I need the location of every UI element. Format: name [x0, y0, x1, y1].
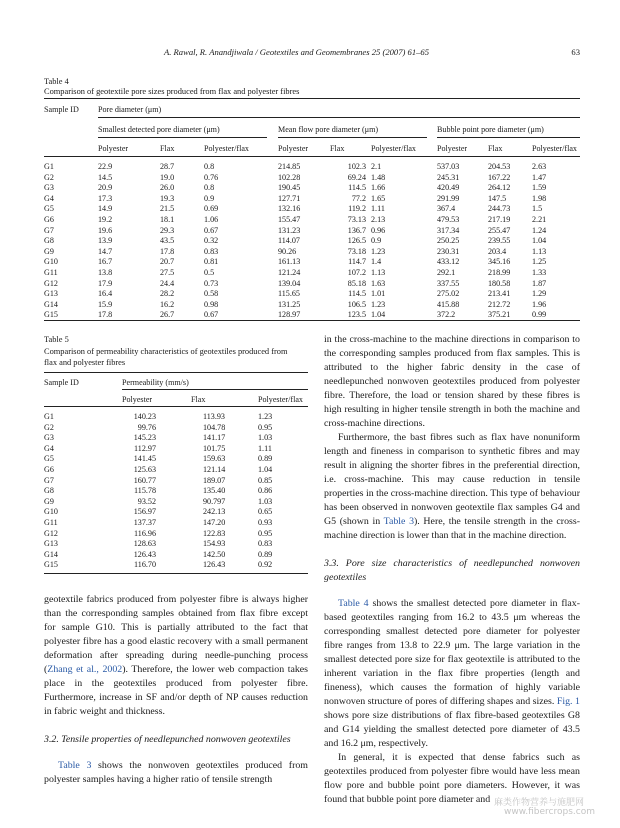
- table4-cell: 1.25: [532, 257, 547, 267]
- right-paragraph-1: in the cross-machine to the machine directions in comparison to the corresponding samples produced from flax samples. This is attributed to the higher fabric density in the case of needlepunched nonwoven geotextiles produced from polyester fibre. Therefore, the load or tension shared by these fibres is high resulting in higher tensile strength in both the machine and cross-machine directions.: [324, 334, 580, 429]
- table5-cell: 0.92: [258, 560, 273, 570]
- table4-cell: 20.9: [98, 183, 113, 193]
- table4-cell: 16.2: [160, 299, 175, 309]
- left-paragraph-2: Table 3 shows the nonwoven geotextiles produced from polyester samples having a higher ratio of tensile strength: [44, 760, 308, 785]
- table4-cell: 337.55: [437, 278, 460, 288]
- table4-cell: 1.96: [532, 299, 547, 309]
- right-paragraph-4: In general, it is expected that dense fabrics such as geotextiles produced from polyester fibre would have less mean flow pore and bubble point pore diameters. However, it was found that bubble point pore diameter and: [324, 752, 580, 805]
- table5-cell: 1.03: [258, 496, 273, 506]
- table4-cell: 255.47: [488, 225, 511, 235]
- table5-cell: 99.76: [137, 422, 156, 432]
- table4-cell: 1.01: [371, 289, 386, 299]
- table5-cell: 1.23: [258, 412, 273, 421]
- table4-cell: 77.2: [351, 193, 366, 203]
- fig1-link[interactable]: Fig. 1: [556, 696, 580, 707]
- table4-cell: 73.18: [347, 246, 366, 256]
- table4-cell: 372.2: [437, 310, 456, 320]
- table4-col-polyester-1: Polyester: [98, 144, 129, 153]
- table4-cell: 1.04: [371, 310, 386, 320]
- table4-cell: 90.26: [278, 246, 297, 256]
- table4-row-id: G15: [44, 310, 58, 320]
- table5-col-ratio: Polyester/flax: [258, 395, 303, 404]
- table5-cell: 159.63: [203, 454, 226, 464]
- table4-cell: 1.63: [371, 278, 386, 288]
- right-column-text: [324, 333, 580, 807]
- table3-link[interactable]: Table 3: [58, 760, 92, 771]
- left-column-text: [44, 593, 308, 787]
- table4-cell: 14.5: [98, 172, 113, 182]
- table5-group-rule: [122, 389, 308, 390]
- table5-cell: 113.93: [203, 412, 225, 421]
- table4-cell: 2.21: [532, 215, 547, 224]
- table4-cell: 0.99: [532, 310, 547, 320]
- table4-cell: 213.41: [488, 289, 511, 299]
- table4-cell: 1.48: [371, 172, 386, 182]
- table4-row-id: G10: [44, 257, 58, 267]
- table4-cell: 121.24: [278, 268, 301, 277]
- table4-cell: 218.99: [488, 268, 511, 277]
- table4-cell: 415.88: [437, 299, 460, 309]
- table4-col-polyester-2: Polyester: [278, 144, 309, 153]
- table4-cell: 26.7: [160, 310, 175, 320]
- table5-cell: 0.85: [258, 475, 273, 485]
- table5-cell: 116.70: [134, 560, 156, 570]
- table4-col-ratio-1: Polyester/flax: [204, 144, 249, 153]
- table4-cell: 18.1: [160, 215, 175, 224]
- table4-cell: 19.6: [98, 225, 113, 235]
- table5-cell: 0.89: [258, 454, 273, 464]
- right-paragraph-3: Table 4 shows the smallest detected pore diameter in flax-based geotextiles ranging from 16.2 to 43.5 μm whereas the corresponding smallest detected pore diameter for polyester fibre ranges from 13.8 to 22.9 μm. The large variation in the smallest detected pore size for flax geotextile is attributed to the inherent variation in the flax fibre properties (length and fineness), which causes the formation of highly variable nonwoven structure of pores of differing shapes and sizes. Fig. 1 shows pore size distributions of flax fibre-based geotextiles G8 and G14 yielding the smallest detected pore diameter of 43.5 and 16.2 μm, respectively.: [324, 598, 580, 749]
- table4-cell: 245.31: [437, 172, 460, 182]
- table4-cell: 250.25: [437, 236, 460, 246]
- table5-header-rule: [44, 406, 308, 407]
- table5-cell: 0.93: [258, 518, 273, 527]
- table4-cell: 433.12: [437, 257, 460, 267]
- table4-subgroup-bubble: Bubble point pore diameter (μm): [437, 125, 544, 134]
- table5-cell: 116.96: [134, 528, 156, 538]
- table5-row-id: G11: [44, 518, 58, 527]
- table4-cell: 1.29: [532, 289, 547, 299]
- table5-row-id: G14: [44, 549, 58, 559]
- table4-cell: 102.3: [347, 162, 366, 171]
- table4-cell: 0.5: [204, 268, 215, 277]
- table5-cell: 140.23: [133, 412, 156, 421]
- table4-cell: 22.9: [98, 162, 113, 171]
- table4-cell: 0.69: [204, 204, 219, 214]
- table4-cell: 69.24: [347, 172, 366, 182]
- table5-cell: 0.65: [258, 507, 273, 517]
- table4-cell: 479.53: [437, 215, 460, 224]
- table5-row-id: G3: [44, 433, 54, 443]
- table5-cell: 154.93: [203, 539, 226, 549]
- table4-cell: 17.8: [160, 246, 175, 256]
- table4-cell: 17.3: [98, 193, 113, 203]
- table4-cell: 0.67: [204, 225, 219, 235]
- watermark-line2: www.fibercrops.com: [504, 807, 595, 817]
- table4-cell: 114.5: [348, 183, 366, 193]
- table5-cell: 145.23: [133, 433, 156, 443]
- table4-cell: 0.32: [204, 236, 219, 246]
- table4-cell: 1.11: [371, 204, 385, 214]
- table4-cell: 0.9: [204, 193, 215, 203]
- table5-cell: 147.20: [203, 518, 226, 527]
- table4-cell: 115.65: [278, 289, 300, 299]
- section-heading-3-2: 3.2. Tensile properties of needlepunched nonwoven geotextiles: [44, 734, 291, 745]
- table5-row-id: G8: [44, 486, 54, 496]
- table4-cell: 1.5: [532, 204, 543, 214]
- table4-cell: 85.18: [347, 278, 366, 288]
- table5-row-id: G6: [44, 465, 54, 474]
- table4-row-id: G1: [44, 162, 54, 171]
- table4-col-flax-3: Flax: [488, 144, 503, 153]
- table4-cell: 0.9: [371, 236, 382, 246]
- table5-title-line1: Comparison of permeability characteristics of geotextiles produced from: [44, 347, 288, 356]
- table4-link[interactable]: Table 4: [338, 598, 369, 609]
- table5-cell: 112.97: [134, 443, 156, 453]
- table5-cell: 121.14: [203, 465, 226, 474]
- table4-cell: 167.22: [488, 172, 511, 182]
- table4-cell: 204.53: [488, 162, 511, 171]
- table4-cell: 2.13: [371, 215, 386, 224]
- table4-cell: 123.5: [347, 310, 366, 320]
- table5-cell: 125.63: [133, 465, 156, 474]
- table5-col-flax: Flax: [191, 395, 206, 404]
- table4-cell: 128.97: [278, 310, 301, 320]
- table4-cell: 114.5: [348, 289, 366, 299]
- table5-title-line2: flax and polyester fibres: [44, 358, 126, 367]
- table5-cell: 0.86: [258, 486, 273, 496]
- table4-cell: 537.03: [437, 162, 460, 171]
- table4-cell: 73.13: [347, 215, 366, 224]
- table5-cell: 1.04: [258, 465, 273, 474]
- table4-cell: 28.7: [160, 162, 175, 171]
- table5-cell: 137.37: [133, 518, 156, 527]
- table4-cell: 21.5: [160, 204, 175, 214]
- table5-cell: 135.40: [203, 486, 226, 496]
- table4-col-flax-1: Flax: [160, 144, 175, 153]
- table4-cell: 13.9: [98, 236, 113, 246]
- table5-cell: 1.11: [258, 443, 272, 453]
- table5-cell: 126.43: [133, 549, 156, 559]
- table4-cell: 1.23: [371, 246, 386, 256]
- table4-cell: 0.98: [204, 299, 219, 309]
- table4-cell: 114.7: [348, 257, 366, 267]
- table4-row-id: G12: [44, 278, 58, 288]
- table4-cell: 0.76: [204, 172, 219, 182]
- table4-cell: 106.5: [347, 299, 366, 309]
- table4-cell: 24.4: [160, 278, 175, 288]
- table5-label: Table 5: [44, 335, 69, 344]
- table4-row-id: G2: [44, 172, 54, 182]
- table4-cell: 119.2: [348, 204, 366, 214]
- table5-col-sample: Sample ID: [44, 378, 79, 387]
- table4-cell: 19.3: [160, 193, 175, 203]
- table5-cell: 0.95: [258, 528, 273, 538]
- table4-cell: 0.96: [371, 225, 386, 235]
- table5-bottom-rule: [44, 573, 308, 574]
- table4-row-id: G9: [44, 246, 54, 256]
- section-heading-3-3: 3.3. Pore size characteristics of needlepunched nonwoven geotextiles: [324, 558, 580, 583]
- table4-cell: 2.63: [532, 162, 547, 171]
- table4-cell: 14.7: [98, 246, 113, 256]
- table4-cell: 1.87: [532, 278, 547, 288]
- table4-col-flax-2: Flax: [330, 144, 345, 153]
- table4-cell: 2.1: [371, 162, 382, 171]
- table4-cell: 244.73: [488, 204, 511, 214]
- table5-cell: 141.17: [203, 433, 226, 443]
- page-number: 63: [571, 47, 580, 57]
- table4-cell: 127.71: [278, 193, 301, 203]
- table5-row-id: G10: [44, 507, 58, 517]
- table4-cell: 147.5: [488, 193, 507, 203]
- left-paragraph-1: geotextile fabrics produced from polyester fibre is always higher than the corresponding samples obtained from flax fibre except for sample G10. This is partially attributed to the fact that polyester fibre has a good elastic recovery with a small permanent deformation after spreading during needle-punching process (Zhang et al., 2002). Therefore, the lower web compaction takes place in the geotextiles produced from polyester fibre. Furthermore, increase in SF and/or depth of NP causes reduction in fabric weight and thickness.: [44, 594, 308, 717]
- table4-row-id: G8: [44, 236, 54, 246]
- table5-cell: 93.52: [137, 496, 156, 506]
- table4-cell: 291.99: [437, 193, 460, 203]
- table3-link-2[interactable]: Table 3: [383, 516, 415, 527]
- table4-cell: 1.24: [532, 225, 547, 235]
- table4-cell: 1.13: [371, 268, 386, 277]
- table4-cell: 239.55: [488, 236, 511, 246]
- table5-cell: 160.77: [133, 475, 156, 485]
- table4-cell: 0.8: [204, 162, 215, 171]
- table4-cell: 155.47: [278, 215, 301, 224]
- table4-cell: 180.58: [488, 278, 511, 288]
- table5-cell: 126.43: [203, 560, 226, 570]
- table5-cell: 122.83: [203, 528, 226, 538]
- table4-cell: 131.25: [278, 299, 301, 309]
- table4-cell: 13.8: [98, 268, 113, 277]
- table5-cell: 1.03: [258, 433, 273, 443]
- table4-col-ratio-3: Polyester/flax: [532, 144, 577, 153]
- table4-cell: 29.3: [160, 225, 175, 235]
- table4-row-id: G6: [44, 215, 54, 224]
- table4-cell: 17.9: [98, 278, 113, 288]
- table4-cell: 275.02: [437, 289, 460, 299]
- table4-cell: 1.98: [532, 193, 547, 203]
- table4-cell: 1.23: [371, 299, 386, 309]
- table4-cell: 17.8: [98, 310, 113, 320]
- table4-cell: 1.04: [532, 236, 547, 246]
- table5-row-id: G13: [44, 539, 58, 549]
- table4-cell: 43.5: [160, 236, 175, 246]
- table4-cell: 212.72: [488, 299, 511, 309]
- table4-cell: 131.23: [278, 225, 301, 235]
- table4-cell: 26.0: [160, 183, 175, 193]
- table5-row-id: G4: [44, 443, 54, 453]
- table4-cell: 16.7: [98, 257, 113, 267]
- table5-cell: 128.63: [133, 539, 156, 549]
- table4-label: Table 4: [44, 77, 69, 86]
- citation-link-zhang[interactable]: Zhang et al., 2002: [47, 664, 123, 675]
- table4-cell: 1.47: [532, 172, 547, 182]
- table4-cell: 102.28: [278, 172, 301, 182]
- table4-cell: 292.1: [437, 268, 456, 277]
- table4-cell: 230.31: [437, 246, 460, 256]
- table4-cell: 317.34: [437, 225, 460, 235]
- table4-cell: 0.73: [204, 278, 219, 288]
- table4-cell: 27.5: [160, 268, 175, 277]
- table4-row-id: G3: [44, 183, 54, 193]
- table4-cell: 16.4: [98, 289, 113, 299]
- table4-cell: 1.66: [371, 183, 386, 193]
- table4-cell: 345.16: [488, 257, 511, 267]
- table4-cell: 14.9: [98, 204, 113, 214]
- table4-col-ratio-2: Polyester/flax: [371, 144, 416, 153]
- table4-cell: 114.07: [278, 236, 300, 246]
- table4-cell: 214.85: [278, 162, 301, 171]
- table4-cell: 107.2: [347, 268, 366, 277]
- table5-cell: 189.07: [203, 475, 226, 485]
- table5-row-id: G15: [44, 560, 58, 570]
- table5-col-polyester: Polyester: [122, 395, 153, 404]
- table5-cell: 104.78: [203, 422, 226, 432]
- table4-cell: 1.13: [532, 246, 547, 256]
- table4-cell: 1.59: [532, 183, 547, 193]
- table4-cell: 1.4: [371, 257, 382, 267]
- table5-cell: 90.797: [203, 496, 226, 506]
- table5-cell: 115.78: [134, 486, 156, 496]
- table4-row-id: G7: [44, 225, 54, 235]
- table4-cell: 375.21: [488, 310, 511, 320]
- table5-top-rule: [44, 372, 308, 373]
- table5-row-id: G12: [44, 528, 58, 538]
- table4-cell: 126.5: [347, 236, 366, 246]
- table5-cell: 0.89: [258, 549, 273, 559]
- table4-cell: 161.13: [278, 257, 301, 267]
- table4-cell: 0.8: [204, 183, 215, 193]
- table4-row-id: G4: [44, 193, 54, 203]
- table5-cell: 0.95: [258, 422, 273, 432]
- table5-group-header: Permeability (mm/s): [122, 378, 189, 387]
- table4-row-id: G14: [44, 299, 58, 309]
- table4-cell: 132.16: [278, 204, 301, 214]
- table4-cell: 1.33: [532, 268, 547, 277]
- table4-group-header: Pore diameter (μm): [98, 105, 162, 114]
- table4-row-id: G5: [44, 204, 54, 214]
- table4-cell: 0.83: [204, 246, 219, 256]
- table5-row-id: G5: [44, 454, 54, 464]
- table4-cell: 1.65: [371, 193, 386, 203]
- journal-citation: A. Rawal, R. Anandjiwala / Geotextiles and Geomembranes 25 (2007) 61–65: [164, 47, 430, 57]
- table5-cell: 141.45: [133, 454, 156, 464]
- table4-cell: 203.4: [488, 246, 507, 256]
- table5-row-id: G9: [44, 496, 54, 506]
- table4-cell: 0.67: [204, 310, 219, 320]
- watermark-line1: 麻类作物营养与施肥网: [494, 798, 585, 808]
- table4-cell: 367.4: [437, 204, 456, 214]
- table4-col-sample: Sample ID: [44, 105, 79, 114]
- table4-cell: 420.49: [437, 183, 460, 193]
- table5-row-id: G2: [44, 422, 54, 432]
- table4-cell: 0.58: [204, 289, 219, 299]
- table5-row-id: G7: [44, 475, 54, 485]
- table5-cell: 101.75: [203, 443, 226, 453]
- table4-cell: 28.2: [160, 289, 175, 299]
- table4-title: Comparison of geotextile pore sizes produced from flax and polyester fibres: [44, 87, 300, 96]
- table4-cell: 0.81: [204, 257, 219, 267]
- table4-row-id: G13: [44, 289, 58, 299]
- table4-subgroup-smallest: Smallest detected pore diameter (μm): [98, 125, 220, 134]
- table5-cell: 0.83: [258, 539, 273, 549]
- table4-cell: 190.45: [278, 183, 301, 193]
- table4-cell: 20.7: [160, 257, 175, 267]
- table5-row-id: G1: [44, 412, 54, 421]
- table4-cell: 217.19: [488, 215, 511, 224]
- table5-cell: 242.13: [203, 507, 226, 517]
- table4-col-polyester-3: Polyester: [437, 144, 468, 153]
- table4-cell: 264.12: [488, 183, 511, 193]
- table5-cell: 156.97: [133, 507, 156, 517]
- table5-cell: 142.50: [203, 549, 226, 559]
- table4-cell: 1.06: [204, 215, 219, 224]
- right-paragraph-2: Furthermore, the bast fibres such as flax have nonuniform length and fineness in comparison to synthetic fibres and may result in aligning the shorter fibres in the preferential direction, i.e. cross-machine. This may cause reduction in tensile properties in the cross-machine direction. This type of behaviour has been observed in nonwoven geotextile flax samples G4 and G5 (shown in Table 3). Here, the tensile strength in the cross-machine direction is lower than that in the machine direction.: [324, 432, 580, 541]
- table4-row-id: G11: [44, 268, 58, 277]
- table4-cell: 19.0: [160, 172, 175, 182]
- table4-cell: 19.2: [98, 215, 113, 224]
- table4-cell: 139.04: [278, 278, 301, 288]
- table4-subgroup-meanflow: Mean flow pore diameter (μm): [278, 125, 379, 134]
- table4-cell: 136.7: [347, 225, 366, 235]
- table4-cell: 15.9: [98, 299, 113, 309]
